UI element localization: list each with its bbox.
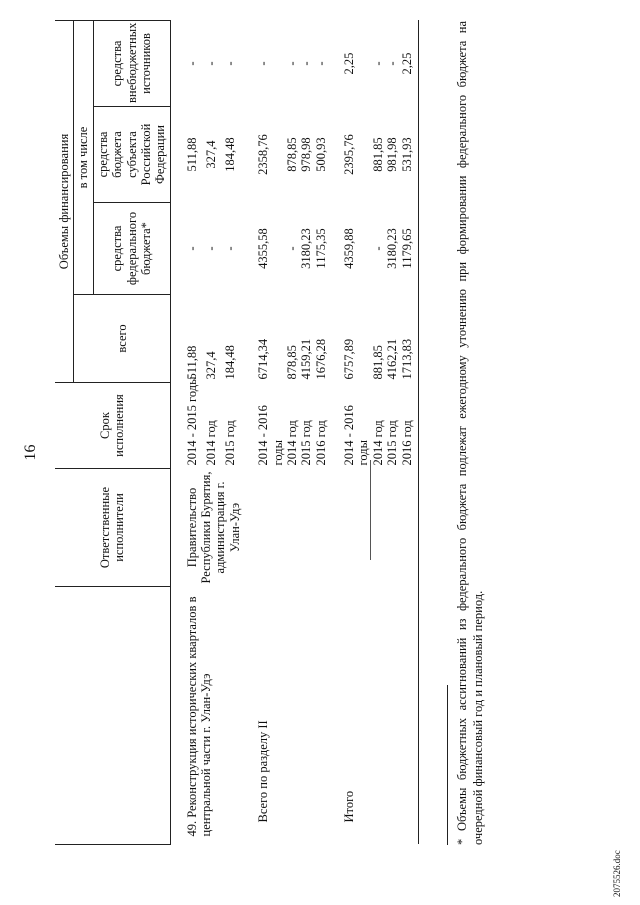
row-term: 2014 год: [370, 420, 385, 466]
row-executors: Правительство Республики Бурятия, администрация г. Улан-Удэ: [184, 471, 242, 584]
row-federal: -: [222, 246, 237, 251]
row-subject: 184,48: [222, 137, 237, 172]
row-subject: 511,88: [184, 137, 199, 172]
footnote: [455, 21, 486, 845]
row-extra: -: [370, 61, 385, 66]
row-term: 2016 год: [313, 420, 328, 466]
row-federal: -: [184, 246, 199, 251]
footnote-marker: *: [455, 838, 469, 845]
row-name: Итого: [342, 790, 356, 823]
row-federal: 1175,35: [313, 228, 328, 269]
row-term: 2014 год: [203, 420, 218, 466]
row-term: 2016 год: [399, 420, 414, 466]
header-row-1: [55, 20, 74, 844]
row-subject: 878,85: [284, 137, 299, 172]
header-volumes: Объемы финансирования: [55, 20, 74, 382]
row-extra: -: [284, 61, 299, 66]
row-federal: 3180,23: [299, 228, 314, 269]
table-row: [256, 20, 285, 844]
row-term: 2015 год: [299, 420, 314, 466]
row-subject: 981,98: [385, 137, 400, 172]
row-term: 2015 год: [222, 420, 237, 466]
row-total: 1676,28: [313, 338, 328, 380]
row-federal: 3180,23: [385, 228, 400, 269]
row-total: 4159,21: [299, 338, 314, 380]
row-subject: 327,4: [203, 140, 218, 169]
row-federal: 4359,88: [342, 228, 356, 269]
header-federal: средства федерального бюджета*: [93, 203, 170, 295]
header-term: Срок исполнения: [55, 383, 170, 469]
header-executors: Ответственные исполнители: [55, 469, 170, 587]
row-total: 878,85: [284, 345, 299, 380]
row-federal: 4355,58: [256, 228, 271, 269]
row-federal: 1179,65: [399, 228, 414, 269]
row-subject: 978,98: [299, 137, 314, 172]
row-extra: -: [203, 61, 218, 66]
row-federal: -: [203, 246, 218, 251]
document-id: 2075526.doc: [612, 850, 622, 897]
table-row: [185, 20, 204, 844]
row-term: 2014 - 2016 годы: [256, 405, 285, 466]
row-subject: 2358,76: [256, 134, 271, 175]
row-total: 1713,83: [399, 338, 414, 380]
row-total: 6757,89: [342, 338, 356, 380]
row-subject: 531,93: [399, 137, 414, 172]
row-federal: -: [284, 246, 299, 251]
row-extra: -: [313, 61, 328, 66]
header-extra: средства внебюджетных источников: [93, 20, 170, 106]
row-federal: -: [370, 246, 385, 251]
row-subject: 881,85: [370, 137, 385, 172]
row-name: Реконструкция исторических кварталов в центральной части г. Улан-Удэ: [184, 596, 213, 837]
row-extra: -: [184, 61, 199, 66]
row-total: 184,48: [222, 345, 237, 380]
row-term: 2015 год: [385, 420, 400, 466]
row-extra: -: [256, 61, 271, 66]
row-name: Всего по разделу II: [256, 720, 271, 823]
row-term: 2014 - 2015 годы: [184, 376, 199, 466]
row-extra: 2,25: [342, 52, 356, 75]
row-number: 49.: [184, 820, 199, 837]
header-subject: средства бюджета субъекта Российской Федерации: [93, 107, 170, 203]
row-total: 327,4: [203, 351, 218, 380]
row-total: 4162,21: [385, 338, 400, 380]
header-including: в том числе: [74, 20, 93, 294]
row-extra: 2,25: [399, 52, 414, 75]
header-name: [55, 587, 170, 845]
row-total: 6714,34: [256, 338, 271, 380]
row-subject: 2395,76: [342, 134, 356, 175]
header-total: всего: [74, 295, 170, 383]
row-extra: -: [222, 61, 237, 66]
table-row: [342, 20, 371, 844]
row-subject: 500,93: [313, 137, 328, 172]
row-extra: -: [385, 61, 400, 66]
row-total: 511,88: [184, 345, 199, 380]
footnote-text: Объемы бюджетных ассигнований из федерального бюджета подлежат ежегодному уточнению при формировании федерального бюджета на очередной финансовый год и плановый период.: [455, 21, 485, 845]
row-term: 2014 год: [284, 420, 299, 466]
financing-table: [55, 20, 419, 845]
row-total: 881,85: [370, 345, 385, 380]
separator-line: [370, 460, 371, 560]
row-extra: -: [299, 61, 314, 66]
footnote-separator: [447, 685, 448, 845]
row-term: 2014 - 2016 годы: [342, 405, 371, 466]
page-number: 16: [22, 444, 39, 461]
